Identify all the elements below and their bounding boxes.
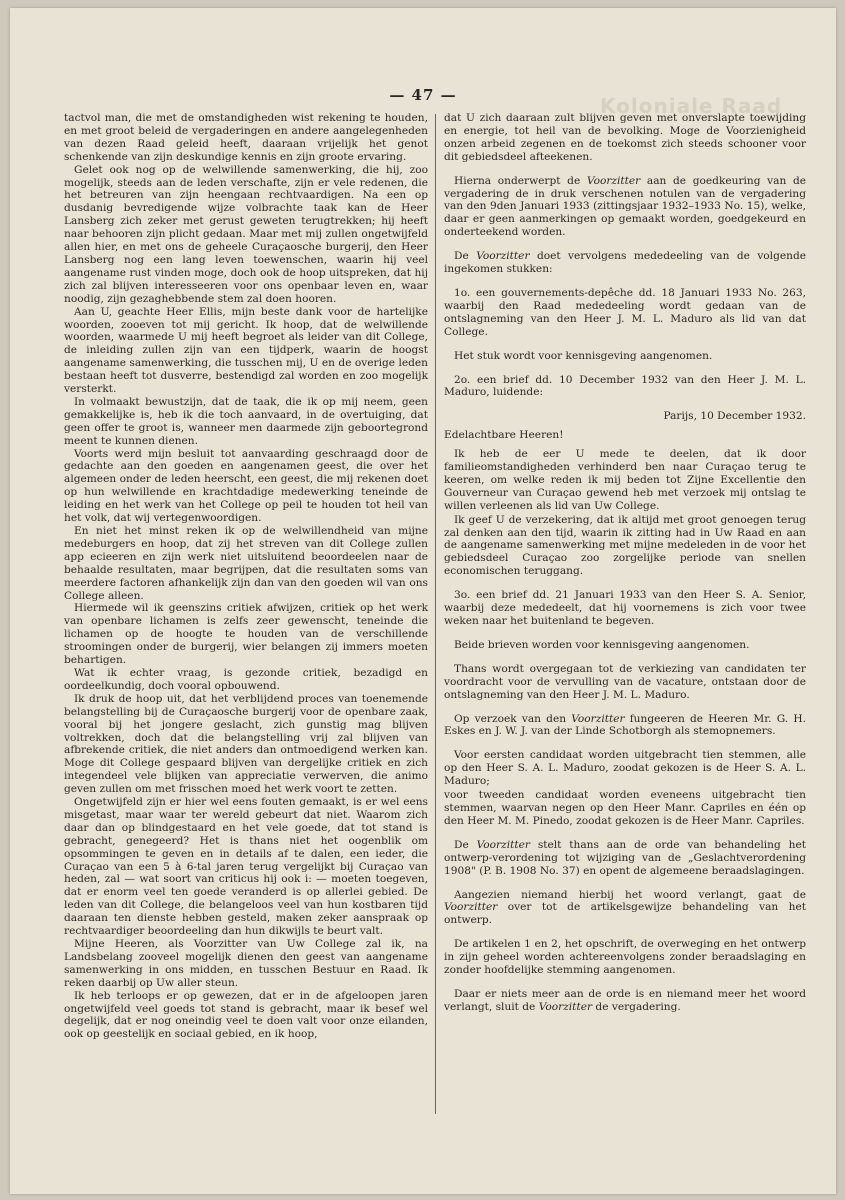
paragraph: Ik druk de hoop uit, dat het verblijdend proces van toenemende belangstelling bij de Curaçaosche burgerij voor de openbare zaak, vooral bij het jongere geslacht, zich gunstig mag blijven voltrekken, doch dat die belangstelling vrij zal blijven van afbrekende critiek, die niet anders dan ontmoedigend werken kan. Moge dit College gespaard blijven van dergelijke critiek en zich integendeel vele blijken van appreciatie verwerven, die animo geven zullen om met frisschen moed het werk voort te zetten. — [64, 692, 428, 796]
left-column — [64, 112, 428, 1041]
paragraph: Ongetwijfeld zijn er hier wel eens fouten gemaakt, is er wel eens misgetast, maar waar ter wereld gebeurt dat niet. Waarom zich daar dan op blindgestaard en het vele goede, dat tot stand is gebracht, genegeerd? Het is thans niet het oogenblik om opsommingen te geven en in details af te dalen, een ieder, die Curaçao van een 5 à 6-tal jaren terug vergelijkt bij Curaçao van heden, zal — wat soort van criticus hij ook i: — moeten toegeven, dat er enorm veel ten goede veranderd is op allerlei gebied. De leden van dit College, die belangeloos veel van hun kostbaren tijd daaraan ten dienste hebben gesteld, maken zeker aanspraak op rechtvaardiger beoordeeling dan hun dikwijls te beurt valt. — [64, 796, 428, 938]
voorzitter-term: Voorzitter — [586, 174, 641, 187]
paragraph: Gelet ook nog op de welwillende samenwerking, die hij, zoo mogelijk, steeds aan de leden verschafte, zijn er vele redenen, die het betreuren van zijn heengaan rechtvaardigen. Na een op dusdanig bevredigende wijze volbrachte taak kan de Heer Lansberg zich zeker met gerust geweten terugtrekken; hij heeft naar behooren zijn plicht gedaan. Maar met mij zullen ongetwijfeld allen hier, en met ons de geheele Curaçaosche burgerij, den Heer Lansberg nog een lang leven toewenschen, waarin hij veel aangename rust vinden moge, doch ook de hoop uitspreken, dat hij zich zal blijven interesseeren voor ons openbaar leven en, waar noodig, zijn gezaghebbende stem zal doen hooren. — [64, 163, 428, 305]
paragraph: 1o. een gouvernements-depêche dd. 18 Januari 1933 No. 263, waarbij den Raad mededeeling wordt gedaan van de ontslagneming van den Heer J. M. L. Maduro als lid van dat College. — [444, 286, 806, 338]
paragraph: De Voorzitter stelt thans aan de orde van behandeling het ontwerp-verordening tot wijziging van de „Geslachtverordening 1908" (P. B. 1908 No. 37) en opent de algemeene beraadslagingen. — [444, 838, 806, 877]
paragraph: Hierna onderwerpt de Voorzitter aan de goedkeuring van de vergadering de in druk verschenen notulen van de vergadering van den 9den Januari 1933 (zittingsjaar 1932–1933 No. 15), welke, daar er geen aanmerkingen op gemaakt worden, goedgekeurd en onderteekend worden. — [444, 174, 807, 239]
voorzitter-term: Voorzitter — [538, 1000, 593, 1013]
voorzitter-term: Voorzitter — [571, 712, 625, 725]
column-divider — [435, 114, 436, 1114]
paragraph: Aan U, geachte Heer Ellis, mijn beste dank voor de hartelijke woorden, zooeven tot mij gericht. Ik hoop, dat de welwillende woorden, waarmede U mij heeft begroet als leider van dit College, de inleiding zullen zijn van een tijdperk, waarin de hoogst aangename samenwerking, die tusschen mij, U en de overige leden bestaan heeft tot dusverre, bestendigd zal worden en zoo mogelijk versterkt. — [64, 305, 428, 396]
paragraph: Mijne Heeren, als Voorzitter van Uw College zal ik, na Landsbelang zooveel mogelijk dienen den geest van aangename samenwerking in ons midden, en tusschen Bestuur en Raad. Ik reken daarbij op Uw aller steun. — [64, 938, 428, 989]
paragraph: Aangezien niemand hierbij het woord verlangt, gaat de Voorzitter over tot de artikelsgewijze behandeling van het ontwerp. — [444, 888, 806, 927]
letter-date: Parijs, 10 December 1932. — [663, 410, 806, 423]
voorzitter-term: Voorzitter — [476, 838, 530, 851]
paragraph: Het stuk wordt voor kennisgeving aangenomen. — [454, 349, 713, 362]
paragraph: Daar er niets meer aan de orde is en niemand meer het woord verlangt, sluit de Voorzitter de vergadering. — [444, 987, 806, 1013]
paragraph: tactvol man, die met de omstandigheden wist rekening te houden, en met groot beleid de vergaderingen en andere aangelegenheden van dezen Raad geleid heeft, daaraan vrijelijk het genot schenkende van zijn deskundige kennis en zijn groote ervaring. — [64, 112, 428, 163]
paragraph: En niet het minst reken ik op de welwillendheid van mijne medeburgers en hoop, dat zij het streven van dit College zullen app ecieeren en zijn werk niet uitsluitend beoordeelen naar de behaalde resultaten, maar begrijpen, dat die resultaten soms van meerdere factoren afhankelijk zijn dan van den goeden wil van ons College alleen. — [64, 525, 428, 602]
paragraph: Thans wordt overgegaan tot de verkiezing van candidaten ter voordracht voor de vervulling van de vacature, ontstaan door de ontslagneming van den Heer J. M. L. Maduro. — [444, 662, 806, 701]
paragraph: 2o. een brief dd. 10 December 1932 van den Heer J. M. L. Maduro, luidende: — [444, 373, 806, 399]
paragraph: Ik heb de eer U mede te deelen, dat ik door familieomstandigheden verhinderd ben naar Curaçao terug te keeren, om welke reden ik mij beden tot Zijne Excellentie den Gouverneur van Curaçao gewend heb met verzoek mij ontslag te willen verleenen als lid van Uw College. — [444, 448, 806, 512]
right-column — [444, 112, 806, 1025]
paragraph: De Voorzitter doet vervolgens mededeeling van de volgende ingekomen stukken: — [444, 250, 806, 276]
paragraph: Voor eersten candidaat worden uitgebracht tien stemmen, alle op den Heer S. A. L. Maduro, zoodat gekozen is de Heer S. A. L. Maduro; — [444, 749, 806, 788]
paragraph: Ik geef U de verzekering, dat ik altijd met groot genoegen terug zal denken aan den tijd, waarin ik zitting had in Uw Raad en aan de aangename samenwerking met mijne medeleden in de voor het gebiedsdeel Curaçao zoo zorgelijke periode van snellen economischen teruggang. — [444, 513, 806, 578]
voorzitter-term: Voorzitter — [444, 901, 498, 914]
paragraph: Hiermede wil ik geenszins critiek afwijzen, critiek op het werk van openbare lichamen is zelfs zeer gewenscht, teneinde die lichamen op de hoogte te houden van de verschillende stroomingen onder de burgerij, wier belangen zij immers moeten behartigen. — [64, 602, 428, 667]
paragraph: Beide brieven worden voor kennisgeving aangenomen. — [454, 638, 750, 651]
paragraph: Op verzoek van den Voorzitter fungeeren de Heeren Mr. G. H. Eskes en J. W. J. van der Linde Schotborgh als stemopnemers. — [444, 712, 806, 738]
paragraph: In volmaakt bewustzijn, dat de taak, die ik op mij neem, geen gemakkelijke is, heb ik die toch aanvaard, in de overtuiging, dat geen offer te groot is, wanneer men daarmede zijn geboortegrond meent te kunnen dienen. — [64, 395, 428, 447]
paragraph: voor tweeden candidaat worden eveneens uitgebracht tien stemmen, waarvan negen op den Heer Manr. Capriles en één op den Heer M. M. Pinedo, zoodat gekozen is de Heer Manr. Capriles. — [444, 789, 806, 827]
document-page — [10, 8, 836, 1194]
paragraph: dat U zich daaraan zult blijven geven met onverslapte toewijding en energie, tot heil van de bevolking. Moge de Voorzienigheid onzen arbeid zegenen en de toekomst zich steeds schooner voor dit gebiedsdeel afteekenen. — [444, 112, 806, 163]
paragraph: Voorts werd mijn besluit tot aanvaarding geschraagd door de gedachte aan den goeden en aangenamen geest, die over het algemeen onder de leden heerscht, een geest, die mij rekenen doet op hun welwillende en krachtdadige medewerking teneinde de leiding en het werk van het College op peil te houden tot heil van het volk, dat wij vertegenwoordigen. — [64, 447, 428, 525]
voorzitter-term: Voorzitter — [476, 250, 530, 263]
paragraph: 3o. een brief dd. 21 Januari 1933 van den Heer S. A. Senior, waarbij deze mededeelt, dat hij voornemens is zich voor twee weken naar het buitenland te begeven. — [444, 589, 806, 627]
paragraph: Wat ik echter vraag, is gezonde critiek, bezadigd en oordeelkundig, doch vooral opbouwend. — [64, 666, 428, 692]
paragraph: De artikelen 1 en 2, het opschrift, de overweging en het ontwerp in zijn geheel worden achtereenvolgens zonder beraadslaging en zonder hoofdelijke stemming aangenomen. — [444, 938, 806, 977]
letter-salutation: Edelachtbare Heeren! — [444, 429, 564, 442]
paragraph: Ik heb terloops er op gewezen, dat er in de afgeloopen jaren ongetwijfeld veel goeds tot stand is gebracht, maar ik besef wel degelijk, dat er nog oneindig veel te doen valt voor onze eilanden, ook op geestelijk en sociaal gebied, en ik hoop, — [64, 989, 428, 1041]
page-number: — 47 — — [389, 86, 457, 104]
bleed-through-text: Koloniale Raad — [600, 94, 783, 118]
